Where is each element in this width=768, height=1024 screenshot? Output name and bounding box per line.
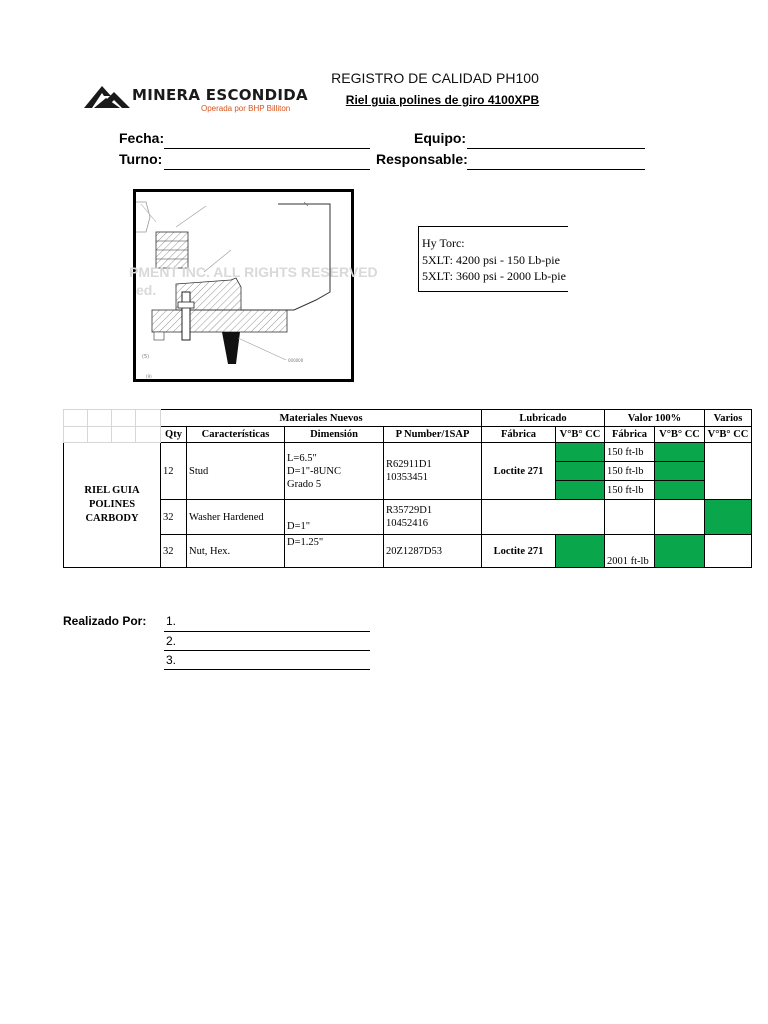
dimension-line: L=6.5" xyxy=(287,452,317,464)
signer-number: 3. xyxy=(166,653,177,667)
logo-name: MINERA ESCONDIDA xyxy=(132,86,308,104)
pnumber-header: P Number/1SAP xyxy=(384,427,482,443)
valor-cell: 150 ft-lb xyxy=(605,462,655,481)
caracteristica-cell: Washer Hardened xyxy=(187,500,285,535)
table-row xyxy=(64,443,752,462)
pnumber-cell: 20Z1287D53 xyxy=(384,535,482,568)
table-row xyxy=(64,500,752,535)
pnumber-line: R62911D1 xyxy=(386,459,432,470)
pnumber-line: R35729D1 xyxy=(386,505,433,516)
approval-cell[interactable] xyxy=(556,481,605,500)
technical-drawing xyxy=(129,189,378,382)
document-subtitle: Riel guia polines de giro 4100XPB xyxy=(345,93,540,107)
varios-header: Varios xyxy=(705,410,752,427)
group-header-row xyxy=(64,410,752,427)
minera-escondida-logo-icon xyxy=(84,82,130,112)
document-title: REGISTRO DE CALIDAD PH100 xyxy=(331,70,539,86)
fecha-label: Fecha: xyxy=(119,130,165,146)
approval-cell[interactable] xyxy=(655,535,705,568)
approval-cell[interactable] xyxy=(655,500,705,535)
valor-cell: 150 ft-lb xyxy=(605,443,655,462)
responsable-label: Responsable: xyxy=(376,151,468,167)
equipo-label: Equipo: xyxy=(414,130,467,146)
approval-cell[interactable] xyxy=(556,443,605,462)
caracteristica-cell: Nut, Hex. xyxy=(187,535,285,568)
signer-1-field[interactable] xyxy=(164,631,370,632)
signer-3-field[interactable] xyxy=(164,669,370,670)
caracteristica-cell: Stud xyxy=(187,443,285,500)
vbcc-lubricado-header: V°B° CC xyxy=(556,427,605,443)
lubricante-cell: Loctite 271 xyxy=(482,443,556,500)
fabrica-valor-header: Fábrica xyxy=(605,427,655,443)
caracteristicas-header: Características xyxy=(187,427,285,443)
watermark-line-2: ed. xyxy=(136,282,157,298)
dimension-cell: D=1.25" xyxy=(285,535,384,568)
qty-header: Qty xyxy=(161,427,187,443)
pnumber-cell xyxy=(384,443,482,500)
column-header-row xyxy=(64,427,752,443)
pnumber-line: 10353451 xyxy=(386,472,428,483)
approval-cell[interactable] xyxy=(556,462,605,481)
signer-2-field[interactable] xyxy=(164,650,370,651)
logo-subtitle: Operada por BHP Billiton xyxy=(201,104,291,113)
torque-note xyxy=(418,226,568,292)
drawing-sketch xyxy=(136,192,351,379)
signer-number: 1. xyxy=(166,614,177,628)
lubricado-header: Lubricado xyxy=(482,410,605,427)
pnumber-line: 10452416 xyxy=(386,518,428,529)
signer-number: 2. xyxy=(166,634,177,648)
vbcc-varios-header: V°B° CC xyxy=(705,427,752,443)
svg-text:(5): (5) xyxy=(142,354,150,360)
lubricante-cell: Loctite 271 xyxy=(482,535,556,568)
dimension-cell xyxy=(285,443,384,500)
materials-table xyxy=(63,409,752,568)
note-line-2: 5XLT: 4200 psi - 150 Lb-pie xyxy=(422,252,560,267)
section-label: RIEL GUIA POLINES CARBODY xyxy=(64,443,161,568)
qty-cell: 32 xyxy=(161,500,187,535)
fabrica-header: Fábrica xyxy=(482,427,556,443)
approval-cell[interactable] xyxy=(556,535,605,568)
turno-label: Turno: xyxy=(119,151,163,167)
watermark-line-1: PMENT INC. ALL RIGHTS RESERVED xyxy=(129,264,378,280)
svg-text:(9): (9) xyxy=(146,374,152,379)
valor-cell: 150 ft-lb xyxy=(605,481,655,500)
note-line-1: Hy Torc: xyxy=(422,236,465,250)
dimension-line: Grado 5 xyxy=(287,478,322,490)
fecha-field[interactable] xyxy=(164,148,370,149)
approval-cell[interactable] xyxy=(655,443,705,462)
dimension-cell: D=1" xyxy=(285,500,384,535)
table-row xyxy=(64,535,752,568)
valor-cell: 2001 ft-lb xyxy=(605,535,655,568)
equipo-field[interactable] xyxy=(467,148,645,149)
dimension-line: D=1"-8UNC xyxy=(287,465,341,477)
vbcc-valor-header: V°B° CC xyxy=(655,427,705,443)
note-line-3: 5XLT: 3600 psi - 2000 Lb-pie xyxy=(422,269,566,283)
valor-header: Valor 100% xyxy=(605,410,705,427)
turno-field[interactable] xyxy=(164,169,370,170)
pnumber-cell xyxy=(384,500,482,535)
materiales-nuevos-header: Materiales Nuevos xyxy=(161,410,482,427)
realizado-label: Realizado Por: xyxy=(63,614,147,628)
qty-cell: 32 xyxy=(161,535,187,568)
approval-cell[interactable] xyxy=(655,481,705,500)
approval-cell[interactable] xyxy=(705,500,752,535)
varios-cell[interactable] xyxy=(705,443,752,500)
responsable-field[interactable] xyxy=(467,169,645,170)
approval-cell[interactable] xyxy=(655,462,705,481)
dimension-header: Dimensión xyxy=(285,427,384,443)
lubricado-cell[interactable] xyxy=(482,500,605,535)
qty-cell: 12 xyxy=(161,443,187,500)
varios-cell[interactable] xyxy=(705,535,752,568)
valor-cell[interactable] xyxy=(605,500,655,535)
svg-text:000000: 000000 xyxy=(288,358,304,363)
